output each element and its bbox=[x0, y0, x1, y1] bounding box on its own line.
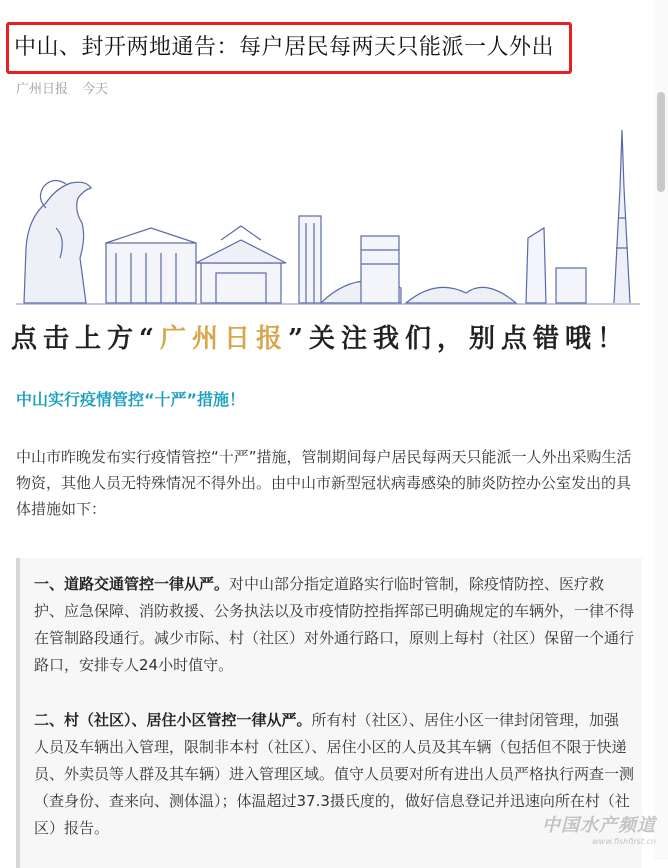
banner-slogan[interactable]: 点击上方“广州日报”关注我们，别点错哦！ bbox=[11, 324, 629, 354]
article-meta bbox=[16, 78, 118, 97]
scrollbar-thumb[interactable] bbox=[657, 92, 665, 192]
guangzhou-skyline-illustration bbox=[16, 128, 640, 308]
measure-item-2: 二、村（社区）、居住小区管控一律从严。所有村（社区）、居住小区一律封闭管理，加强人员及车辆出入管理，限制非本村（社区）、居住小区的人员及其车辆（包括但不限于快递员、外卖员等人群及其车辆）进入管理区域。值守人员要对所有进出人员严格执行两查一测（查身份、查来向、测体温）；体温超过37.3摄氏度的，做好信息登记并迅速向所在村（社区）报告。 bbox=[34, 711, 635, 837]
publish-date: 今天 bbox=[82, 82, 109, 97]
article-title: 中山、封开两地通告：每户居民每两天只能派一人外出 bbox=[14, 35, 555, 60]
measure-item-1: 一、道路交通管控一律从严。对中山部分指定道路实行临时管制，除疫情防控、医疗救护、应急保障、消防救援、公务执法以及市疫情防控指挥部已明确规定的车辆外，一律不得在管制路段通行。减少市际、村（社区）对外通行路口，原则上每村（社区）保留一个通行路口，安排专人24小时值守。 bbox=[34, 575, 635, 674]
section-heading: 中山实行疫情管控“十严”措施！ bbox=[16, 390, 246, 409]
intro-paragraph: 中山市昨晚发布实行疫情管控“十严”措施，管制期间每户居民每两天只能派一人外出采购生活物资，其他人员无特殊情况不得外出。由中山市新型冠状病毒感染的肺炎防控办公室发出的具体措施如下： bbox=[16, 448, 632, 518]
watermark-logo: 中国水产频道 www.fishfirst.cn bbox=[542, 815, 656, 846]
scrollbar[interactable] bbox=[654, 0, 668, 860]
banner-slogan-highlight: 广州日报 bbox=[159, 324, 288, 354]
source-link[interactable]: 广州日报 bbox=[16, 82, 69, 97]
